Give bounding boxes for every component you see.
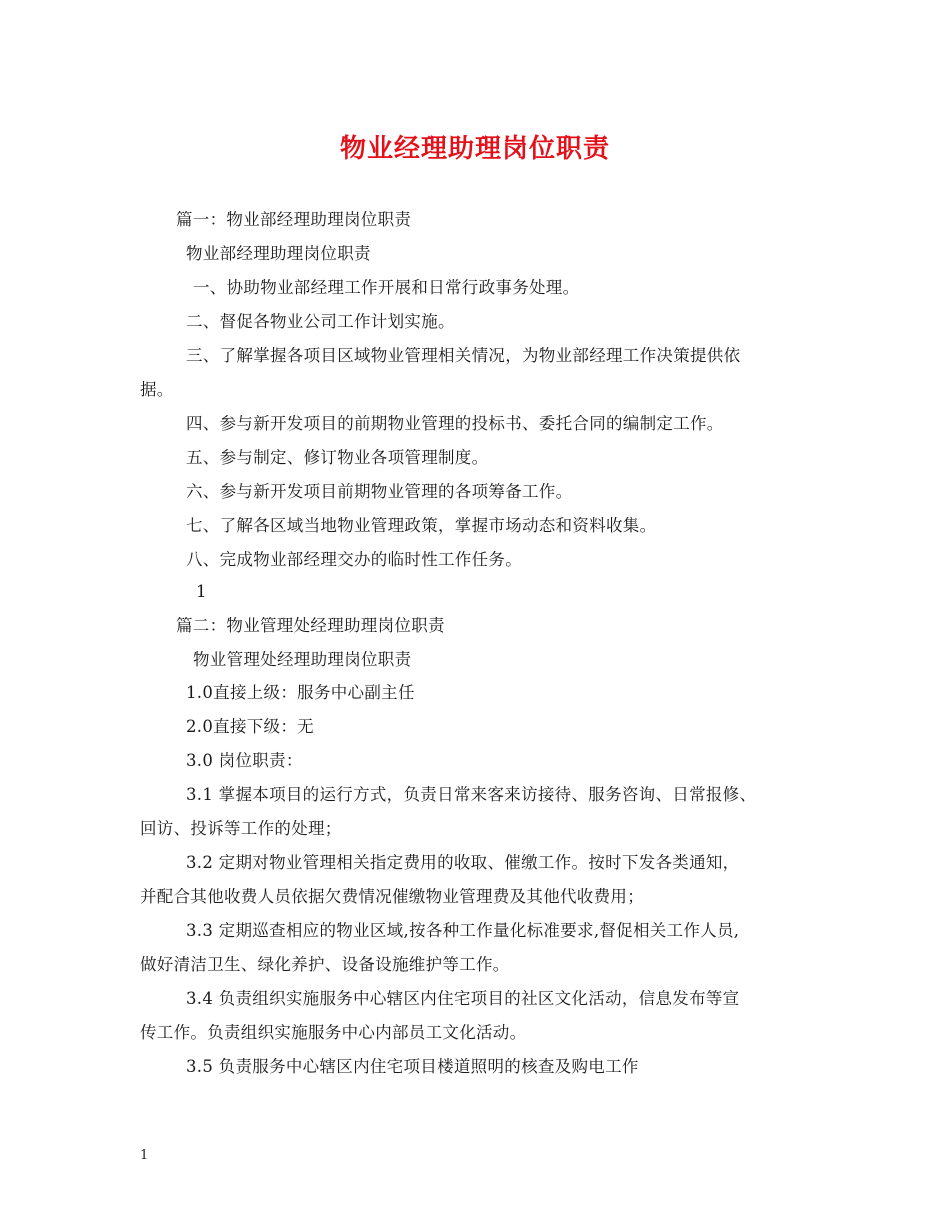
document-title: 物业经理助理岗位职责 — [339, 134, 610, 164]
section2-line: 3.1 掌握本项目的运行方式，负责日常来客来访接待、服务咨询、日常报修、 — [186, 785, 757, 804]
section2-heading: 篇二：物业管理处经理助理岗位职责 — [176, 616, 445, 635]
section2-line-continuation: 回访、投诉等工作的处理； — [140, 819, 342, 838]
section1-item: 八、完成物业部经理交办的临时性工作任务。 — [186, 550, 522, 569]
section2-line: 2.0直接下级：无 — [186, 717, 314, 736]
section2-subheading: 物业管理处经理助理岗位职责 — [193, 650, 412, 669]
section2-line: 3.4 负责组织实施服务中心辖区内住宅项目的社区文化活动，信息发布等宣 — [186, 989, 740, 1008]
section2-line-continuation: 做好清洁卫生、绿化养护、设备设施维护等工作。 — [140, 955, 510, 974]
section1-item: 一、协助物业部经理工作开展和日常行政事务处理。 — [193, 278, 580, 297]
section1-page-marker: 1 — [196, 582, 207, 601]
section1-item: 三、了解掌握各项目区域物业管理相关情况，为物业部经理工作决策提供依 — [186, 346, 741, 365]
section2-line-continuation: 传工作。负责组织实施服务中心内部员工文化活动。 — [140, 1023, 527, 1042]
section1-subheading: 物业部经理助理岗位职责 — [186, 244, 371, 263]
section2-line: 3.5 负责服务中心辖区内住宅项目楼道照明的核查及购电工作 — [186, 1057, 639, 1076]
section2-line: 3.0 岗位职责： — [186, 751, 303, 770]
section2-line-continuation: 并配合其他收费人员依据欠费情况催缴物业管理费及其他代收费用； — [140, 887, 644, 906]
section1-item: 五、参与制定、修订物业各项管理制度。 — [186, 448, 489, 467]
section1-heading: 篇一：物业部经理助理岗位职责 — [176, 210, 412, 229]
section1-item: 七、了解各区域当地物业管理政策，掌握市场动态和资料收集。 — [186, 516, 657, 535]
section1-item: 六、参与新开发项目前期物业管理的各项筹备工作。 — [186, 482, 573, 501]
section2-line: 3.2 定期对物业管理相关指定费用的收取、催缴工作。按时下发各类通知， — [186, 853, 740, 872]
section2-line: 3.3 定期巡查相应的物业区域,按各种工作量化标准要求,督促相关工作人员, — [186, 921, 740, 940]
section1-item-continuation: 据。 — [140, 380, 174, 399]
section2-line: 1.0直接上级：服务中心副主任 — [186, 683, 415, 702]
section1-item: 四、参与新开发项目的前期物业管理的投标书、委托合同的编制定工作。 — [186, 414, 724, 433]
footer-page-number: 1 — [140, 1148, 149, 1163]
section1-item: 二、督促各物业公司工作计划实施。 — [186, 312, 455, 331]
